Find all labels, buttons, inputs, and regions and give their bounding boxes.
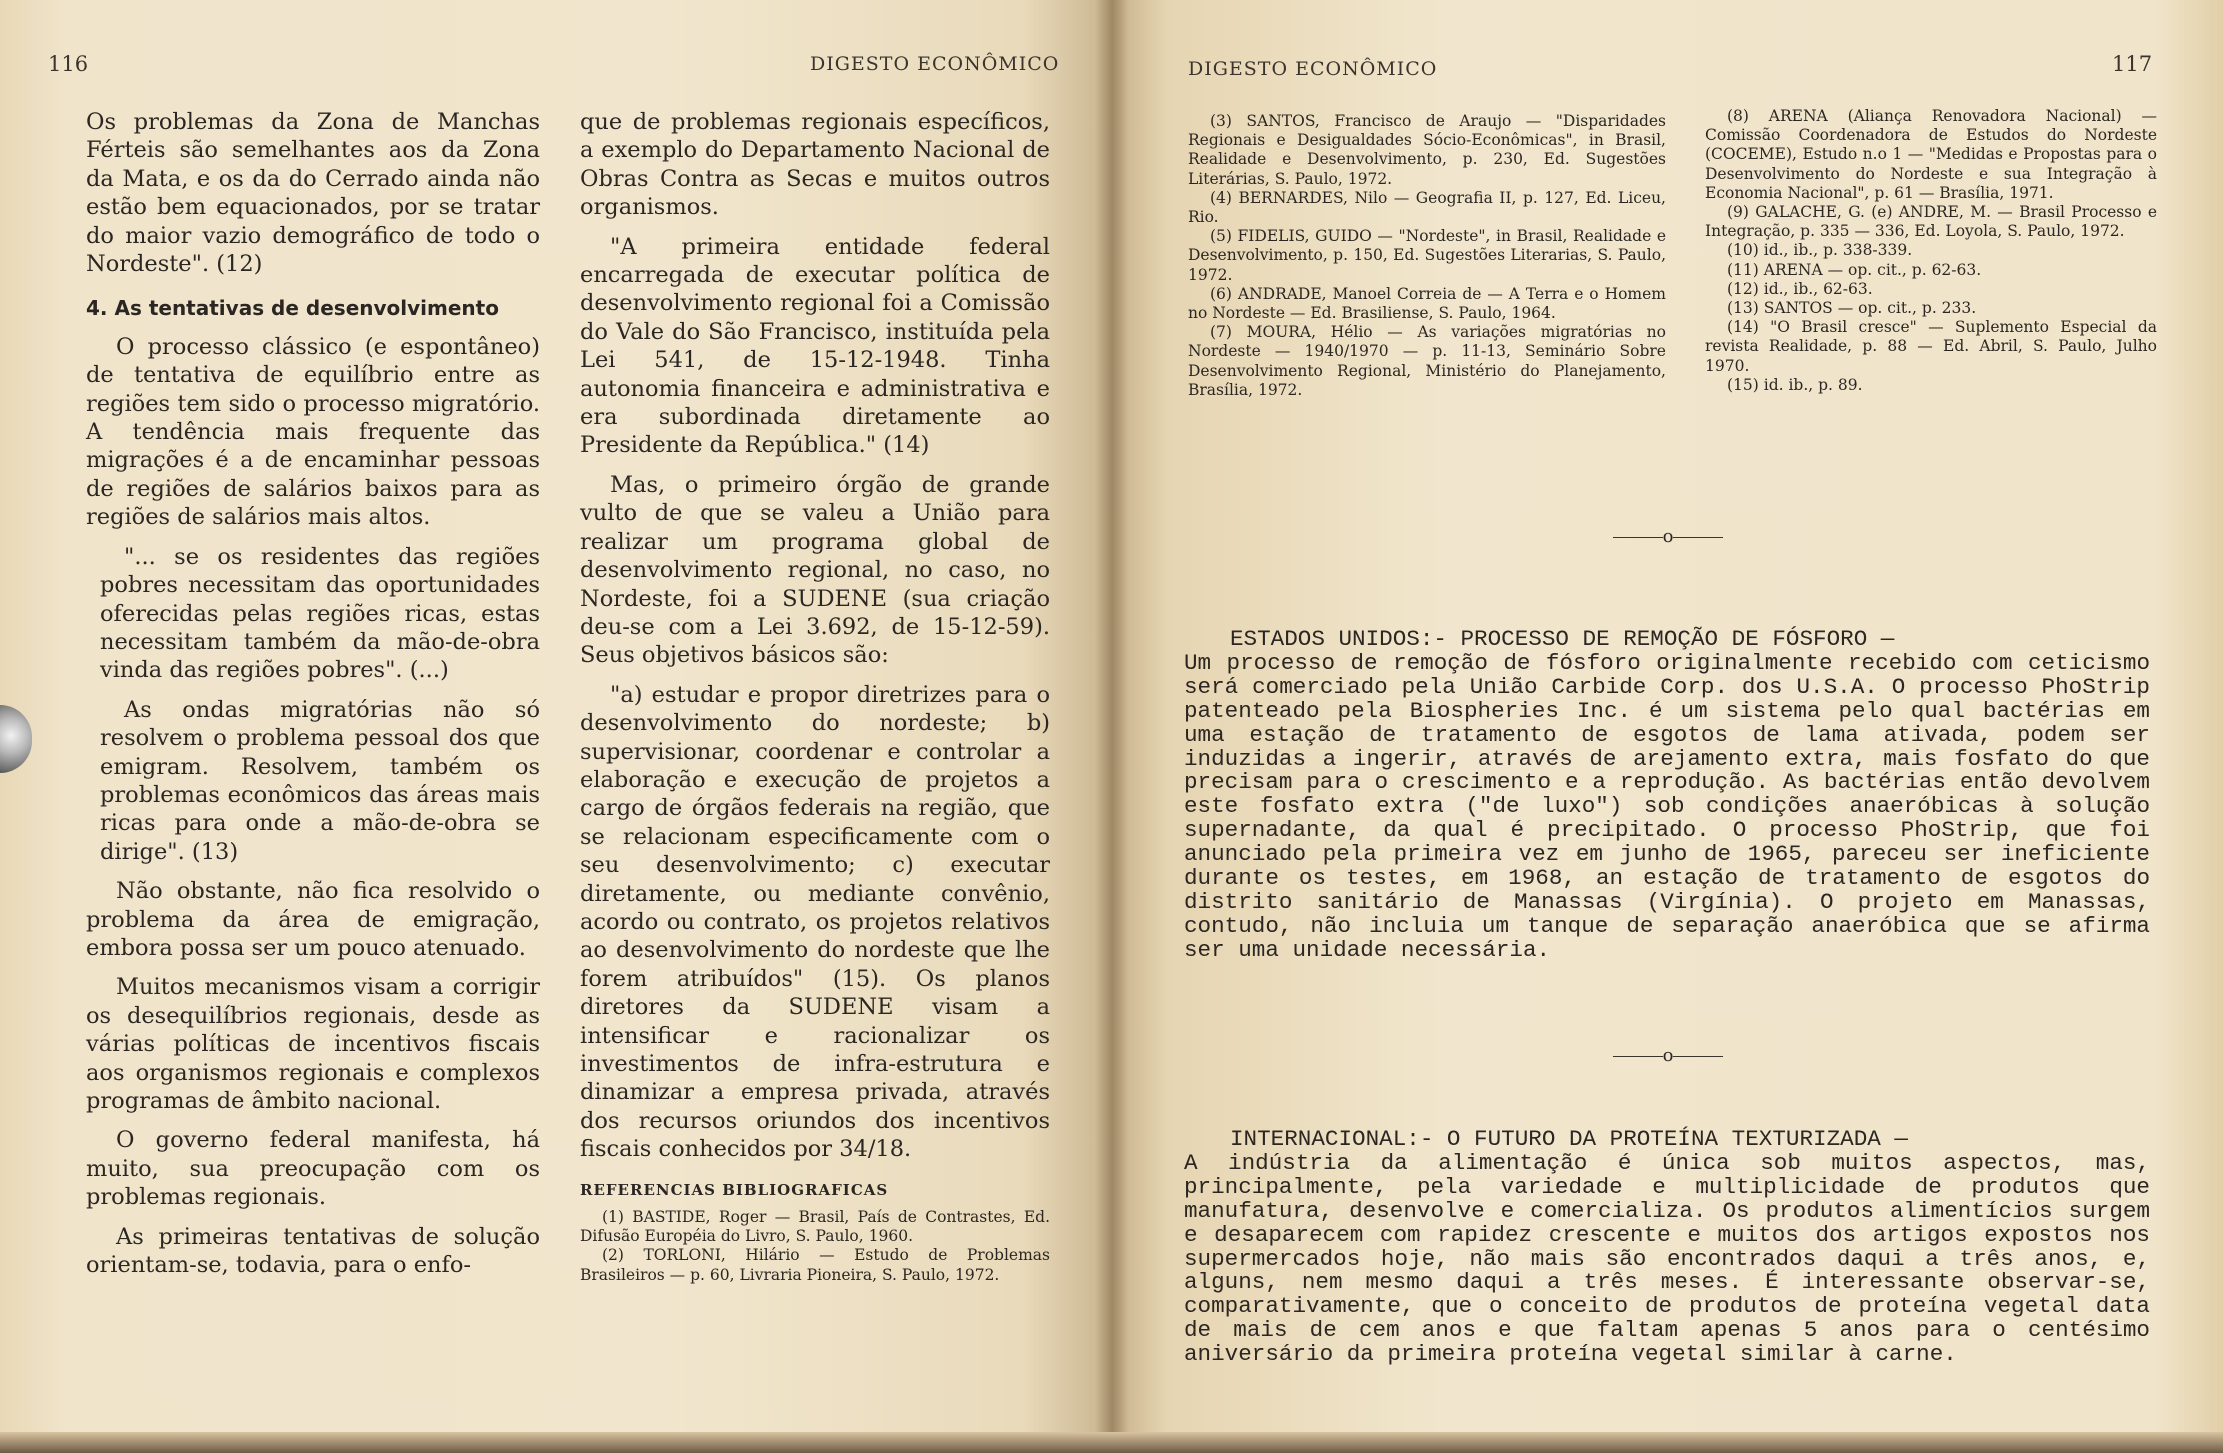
- page-bottom-edge: [0, 1432, 2223, 1453]
- right-page: [1111, 0, 2223, 1453]
- reference-item: (4) BERNARDES, Nilo — Geografia II, p. 127, Ed. Liceu, Rio.: [1188, 188, 1666, 227]
- paragraph: Muitos mecanismos visam a corrigir os desequilíbrios regionais, desde as várias políticas de incentivos fiscais aos organismos regionais e complexos programas de âmbito nacional.: [86, 974, 540, 1114]
- page-number: 116: [48, 52, 89, 76]
- reference-item: (13) SANTOS — op. cit., p. 233.: [1727, 299, 1977, 318]
- section-separator: [1593, 1045, 1743, 1066]
- reference-item: (1) BASTIDE, Roger — Brasil, País de Contrastes, Ed. Difusão Européia do Livro, S. Paulo, 1960.: [580, 1208, 1050, 1246]
- separator-mark: o: [1662, 1045, 1674, 1066]
- paragraph: "A primeira entidade federal encarregada de executar política de desenvolvimento regional foi a Comissão do Vale do São Francisco, instituída pela Lei 541, de 15-12-1948. Tinha autonomia financeira e administrativa e era subordinada diretamente ao Presidente da República." (14): [580, 233, 1050, 459]
- reference-item: (10) id., ib., p. 338-339.: [1727, 241, 1913, 260]
- left-page: [0, 0, 1111, 1453]
- separator-mark: o: [1662, 526, 1674, 547]
- reference-item: (11) ARENA — op. cit., p. 62-63.: [1727, 260, 1982, 279]
- reference-item: (6) ANDRADE, Manoel Correia de — A Terra e o Homem no Nordeste — Ed. Brasiliense, S. Paulo, 1964.: [1188, 284, 1666, 323]
- reference-item: (5) FIDELIS, GUIDO — "Nordeste", in Brasil, Realidade e Desenvolvimento, p. 150, Ed. Sugestões Literarias, S. Paulo, 1972.: [1188, 227, 1666, 284]
- reference-item: (9) GALACHE, G. (e) ANDRE, M. — Brasil Processo e Integração, p. 335 — 336, Ed. Loyola, S. Paulo, 1972.: [1705, 203, 2157, 241]
- quotation: As ondas migratórias não só resolvem o problema pessoal dos que emigram. Resolvem, também os problemas econômicos das áreas mais ricas para onde a mão-de-obra se dirige". (13): [100, 696, 540, 865]
- reference-item: (12) id., ib., 62-63.: [1727, 279, 1873, 298]
- references-right: [1705, 107, 2157, 395]
- left-column-1: [86, 108, 540, 1290]
- paragraph: Os problemas da Zona de Manchas Férteis são semelhantes aos da Zona da Mata, e os da do Cerrado ainda não estão bem equacionados, por se tratar do maior vazio demográfico de todo o Nordeste". (12): [86, 109, 540, 278]
- article-title: ESTADOS UNIDOS:- PROCESSO DE REMOÇÃO DE FÓSFORO —: [1230, 626, 1895, 652]
- running-head: DIGESTO ECONÔMICO: [1188, 58, 1438, 80]
- paragraph: "a) estudar e propor diretrizes para o desenvolvimento do nordeste; b) supervisionar, coordenar e controlar a elaboração e execução de projetos a cargo de órgãos federais na região, que se relacionam especificamente com o seu desenvolvimento; c) executar diretamente, ou mediante convênio, acordo ou contrato, os projetos relativos ao desenvolvimento do nordeste que lhe forem atribuídos" (15). Os planos diretores da SUDENE visam a intensificar e racionalizar os investimentos de infra-estrutura e dinamizar a empresa privada, através dos recursos oriundos dos incentivos fiscais conhecidos por 34/18.: [580, 681, 1050, 1163]
- paragraph: O governo federal manifesta, há muito, sua preocupação com os problemas regionais.: [86, 1127, 540, 1211]
- references-title: REFERENCIAS BIBLIOGRAFICAS: [580, 1180, 889, 1199]
- quotation: "... se os residentes das regiões pobres necessitam das oportunidades oferecidas pelas regiões ricas, estas necessitam também da mão-de-obra vinda das regiões pobres". (...): [100, 543, 540, 684]
- paragraph: O processo clássico (e espontâneo) de tentativa de equilíbrio entre as regiões tem sido o processo migratório. A tendência mais frequente das migrações é a de encaminhar pessoas de regiões de salários baixos para as regiões de salários mais altos.: [86, 333, 540, 531]
- article-phosphorus: [1184, 628, 2150, 963]
- paragraph: que de problemas regionais específicos, a exemplo do Departamento Nacional de Obras Contra as Secas e muitos outros organismos.: [580, 109, 1050, 221]
- article-body: A indústria da alimentação é única sob muitos aspectos, mas, principalmente, pela variedade e multiplicidade de produtos que manufatura, desenvolve e comercializa. Os produtos alimentícios surgem e desaparecem com rapidez crescente e muitos dos artigos expostos nos supermercados hoje, não mais são encontrados daqui a três anos, e, alguns, nem mesmo daqui a três meses. É interessante observar-se, comparativamente, que o conceito de produtos de proteína vegetal data de mais de cem anos e que faltam apenas 5 anos para o centésimo aniversário da primeira proteína vegetal similar à carne.: [1184, 1149, 2150, 1368]
- reference-item: (15) id. ib., p. 89.: [1727, 375, 1863, 394]
- paragraph: Não obstante, não fica resolvido o problema da área de emigração, embora possa ser um pouco atenuado.: [86, 878, 540, 961]
- reference-item: (2) TORLONI, Hilário — Estudo de Problemas Brasileiros — p. 60, Livraria Pioneira, S. Paulo, 1972.: [580, 1246, 1050, 1284]
- section-heading: 4. As tentativas de desenvolvimento: [86, 296, 499, 321]
- paragraph: As primeiras tentativas de solução orientam-se, todavia, para o enfo-: [86, 1223, 540, 1279]
- running-head: DIGESTO ECONÔMICO: [810, 53, 1060, 75]
- article-body: Um processo de remoção de fósforo originalmente recebido com ceticismo será comerciado pela União Carbide Corp. dos U.S.A. O processo PhoStrip patenteado pela Biospheries Inc. é um sistema pelo qual bactérias em uma estação de tratamento de esgotos de lama ativada, podem ser induzidas a ingerir, através de arejamento extra, mais fosfato do que precisam para o crescimento e a reprodução. As bactérias então devolvem este fosfato extra ("de luxo") sob condições anaeróbicas à solução supernadante, da qual é precipitado. O processo PhoStrip, que foi anunciado pela primeira vez em junho de 1965, pareceu ser ineficiente durante os testes, em 1968, an estação de tratamento de esgotos do distrito sanitário de Manassas (Virgínia). O projeto em Manassas, contudo, não incluia um tanque de separação anaeróbica que se afirma ser uma unidade necessária.: [1184, 649, 2150, 963]
- page-number: 117: [2112, 52, 2153, 76]
- reference-item: (3) SANTOS, Francisco de Araujo — "Disparidades Regionais e Desigualdades Sócio-Econômicas", in Brasil, Realidade e Desenvolvimento, p. 230, Ed. Sugestões Literárias, S. Paulo, 1972.: [1188, 112, 1666, 188]
- reference-item: (7) MOURA, Hélio — As variações migratórias no Nordeste — 1940/1970 — p. 11-13, Seminário Sobre Desenvolvimento Regional, Ministério do Planejamento, Brasília, 1972.: [1188, 323, 1666, 399]
- article-title: INTERNACIONAL:- O FUTURO DA PROTEÍNA TEXTURIZADA —: [1230, 1126, 1908, 1152]
- section-separator: [1593, 526, 1743, 547]
- article-protein: [1184, 1128, 2150, 1367]
- reference-item: (8) ARENA (Aliança Renovadora Nacional) — Comissão Coordenadora de Estudos do Nordeste (COCEME), Estudo n.o 1 — "Medidas e Propostas para o Desenvolvimento do Nordeste e sua Integração à Economia Nacional", p. 61 — Brasília, 1971.: [1705, 107, 2157, 202]
- reference-item: (14) "O Brasil cresce" — Suplemento Especial da revista Realidade, p. 88 — Ed. Abril, S. Paulo, Julho 1970.: [1705, 318, 2157, 375]
- references-list: [580, 1208, 1050, 1285]
- references-left: [1188, 112, 1666, 400]
- left-column-2: [580, 108, 1050, 1285]
- paragraph: Mas, o primeiro órgão de grande vulto de que se valeu a União para realizar um programa global de desenvolvimento regional, no caso, no Nordeste, foi a SUDENE (sua criação deu-se com a Lei 3.692, de 15-12-59). Seus objetivos básicos são:: [580, 471, 1050, 669]
